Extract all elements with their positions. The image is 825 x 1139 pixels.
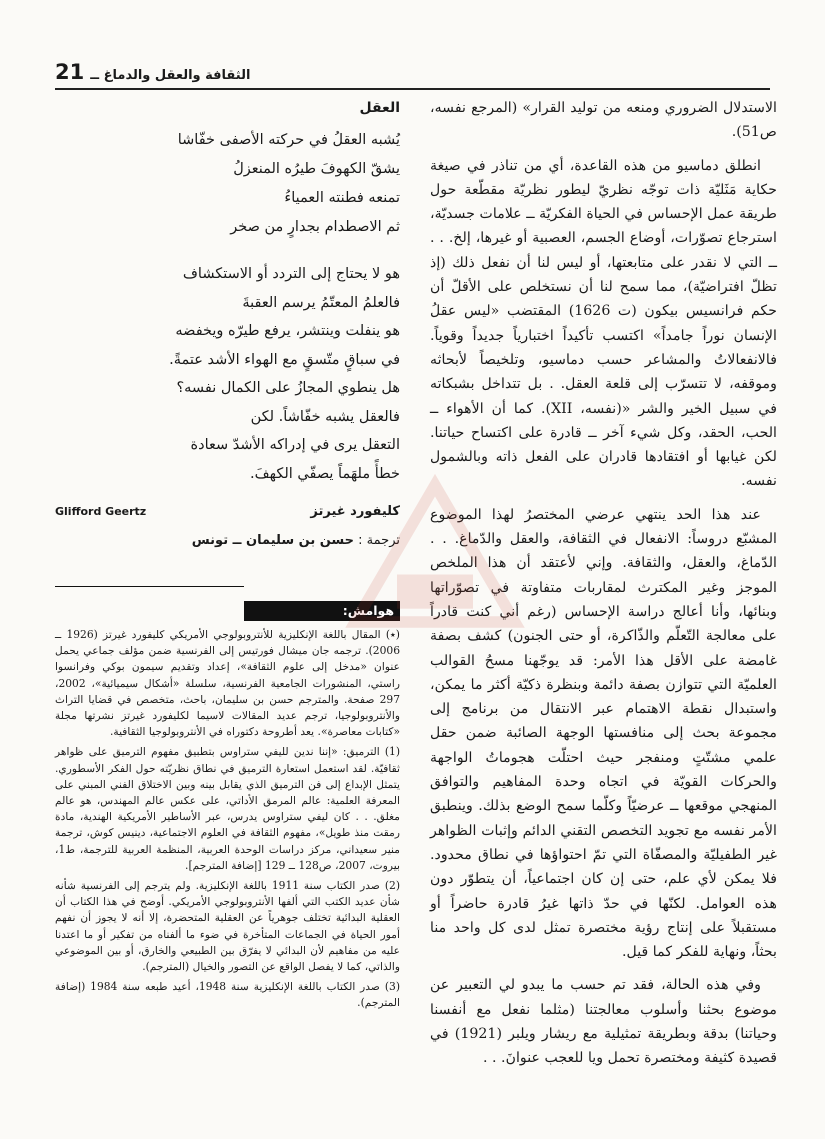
author-arabic: كليفورد غيرتز xyxy=(310,504,400,520)
footnote: (1) الترميق: «إننا ندين لليفي ستراوس بتطبيق مفهوم الترميق على ظواهر ثقافيّة. لقد استعمل استعارة الترميق في نطاق نظريّته حول الفكر الأسطوري. يتمثل الإبداع إلى فن الترميق الذي يقابل بينه وبين الاختلاق الفني المبني على المعرفة العلمية: عالم المرمق الأداتي، على عكس عالم المهندس، هو عالم مغلق. . . كان ليفي ستراوس يدرس، عبر الأساطير الأمريكية الهندية، مادة رمقت منذ طويل»، مفهوم الثقافة في العلوم الاجتماعية، دينيس كوش، ترجمة منير سعيداني، مركز دراسات الوحدة العربية، المنظمة العربية للترجمة، ط1، بيروت، 2007، ص128 ــ 129 [إضافة المترجم]. xyxy=(55,745,400,872)
poem-line: التعقل يرى في إدراكه الأشدّ سعادة xyxy=(190,437,400,454)
page-number: 21 xyxy=(55,60,85,84)
footnote: (2) صدر الكتاب سنة 1911 باللغة الإنكليزية. ولم يترجم إلى الفرنسية شأنه شأن عديد الكتب التي ألفها الأنتروبولوجي الأمريكي. أوضح في هذا الكتاب أن العقلية البدائية تختلف جوهرياً عن العقلية المتحضرة، إلا أنه لا يجوز أن نفهم أمور الحياة في الجماعات المتأخرة في ضوء ما ألفناه من تفكير أو ما اعتدنا عليه من مفاهيم لأن البدائي لا يفرّق بين الطبيعي والخارق، أو بين الموضوعي والذاتي، كما لا يفصل الواقع عن التصور والخيال (المترجم). xyxy=(55,878,400,973)
footnotes xyxy=(55,627,400,1012)
poem-line: تمنعه فطنته العمياءُ xyxy=(284,190,400,207)
header-left xyxy=(55,60,250,88)
author-signature xyxy=(55,500,400,524)
footnote: (3) صدر الكتاب باللغة الإنكليزية سنة 1948، أعيد طبعه سنة 1984 (إضافة المترجم). xyxy=(55,980,400,1010)
poem-line: يشقّ الكهوفَ طيرُه المنعزلُ xyxy=(233,161,400,178)
poem-line: ثم الاصطدام بجدارٍ من صخر xyxy=(230,219,400,236)
right-column xyxy=(430,96,777,1071)
translator-name: حسن بن سليمان ــ تونس xyxy=(191,532,355,548)
notes-rule xyxy=(55,586,244,587)
translator-prefix: ترجمة : xyxy=(358,532,400,548)
poem-stanza-1 xyxy=(55,126,400,242)
poem-line: فالعلمُ المعتّمُ يرسم العقبةَ xyxy=(242,294,400,311)
running-header xyxy=(55,60,770,90)
notes-heading: هوامش: xyxy=(244,601,400,621)
poem-line: في سباقٍ متّسقٍ مع الهواء الأشد عتمةً. xyxy=(169,351,400,368)
paragraph-gap xyxy=(430,964,777,973)
translator-line xyxy=(55,529,400,553)
left-column xyxy=(55,96,400,1016)
notes-header-row xyxy=(55,553,400,621)
poem-line: يُشبه العقلُ في حركته الأصفى خفّاشا xyxy=(177,132,400,149)
paragraph-gap xyxy=(430,145,777,154)
body-paragraph: انطلق دماسيو من هذه القاعدة، أي من تناذر في صيغة حكاية مَثَليّة ذات توجّه نظريّ ليطور نظريّة مقطّعة حول طريقة عمل الإحساس في الحياة الفكريّة ــ علامات جسديّة، استرجاع تصوّرات، أوضاع الجسم، العصبية أو غيرها، إلخ. . . ــ التي لا نقدر على متابعتها، أو ليس لنا أن نفعل ذلك (إذ تظلّ افتراضيّة)، مما سمح لنا أن نستخلص على الأقلّ أن حكم فرانسيس بيكون (ت 1626) المقتضب «ليس عقلُ الإنسان نوراً جامداً» اكتسب تأكيداً اختبارياً جديداً وقوياً. فالانفعالاتُ والمشاعر حسب دماسيو، وتلخيصاً لأبحاثه وموقفه، لا تتسرّب إلى قلعة العقل. . بل تتداخل بشبكاته في سبيل الخير والشر «(نفسه، XII). كما أن الأهواء ــ الحب، الحقد، وكل شيء آخر ــ قادرة على اكتساح حياتنا. لكن غيابها أو افتقادها قادران على الفعل ذاته وبالشمول نفسه. xyxy=(430,157,777,490)
body-paragraph: عند هذا الحد ينتهي عرضي المختصرُ لهذا الموضوع المشبّع دروساً: الانفعال في الثقافة، والعقل والدّماغ. . . الدّماغ، والعقل، والثقافة. وإني لأعتقد أن هذا الملخص الموجز وغير المكترث لمقاربات متفاوتة في تصوّراتها وبنائها، وأنا أعالج دراسة الإحساس (رغم أني كنت قادراً على معالجة التّعلّم والذّاكرة، أو حتى الجنون) كشف بصفة غامضة على الأقل هذا الأمر: قد يوجّهنا مسحُ القوالب العلميّة التي تتوازن بصفة دائمة وبنظرة ذكيّة أكثر ما يمكن، واستبدال نقطة الاهتمام عبر الانتقال من برنامج إلى مجموعة بحث إلى منافستها الوجهة الصائبة ضمن حقل علمي مشتّتٍ ومنفجر حيث احتلّت هجوماتُ الواجهة والحركات القويّة في اتجاه وحدة المفاهيم والتوافق المنهجي موقعها ــ عرضيّاً وكلّما سمح الوضع بذلك. وينطبق الأمر نفسه مع تجويد التخصص التقني الدائم وإثبات الظواهر غير الطفيليّة والمصفّاة التي تمّ احتواؤها في نطاق محدود. فلا يمكن لأي علم، حتى إن كان اجتماعياً، أن يتطوّر دون هذه العوامل. لكنّها في حدّ ذاتها غيرُ قادرة حاضراً أو مستقبلاً على إنتاج رؤية مختصرة تمثل لدى كل واحد منا بحثاً، ونهاية للفكر كما قيل. xyxy=(430,506,777,961)
poem-stanza-2 xyxy=(55,260,400,488)
paragraph-gap xyxy=(430,494,777,503)
stanza-spacer xyxy=(55,242,400,260)
poem-title: العقل xyxy=(359,100,400,116)
running-title: الثقافة والعقل والدماغ ــ xyxy=(90,68,251,83)
footnote: (٭) المقال باللغة الإنكليزية للأنتروبولوجي الأمريكي كليفورد غيرتز (1926 ــ 2006). ترجمه جان ميشال فورتيس إلى الفرنسية ضمن مؤلف جماعي يحمل عنوان «مدخل إلى علوم الثقافة»، إعداد وتقديم سيمون بوكي وفرانسوا راستي، المنشورات الجامعية الفرنسية، سلسلة «أشكال سيميائية»، 2002، 297 صفحة. والمترجم حسن بن سليمان، باحث، متخصص في قضايا التراث والأنتروبولوجيا، ترجم عديد المقالات لاسيما لكليفورد غيرتز نشرتها مجلة «كتابات معاصرة». يعد أطروحة دكتوراه في الأنتروبولوجيا الثقافية. xyxy=(55,627,400,739)
poem-line: هو لا يحتاج إلى التردد أو الاستكشاف xyxy=(182,266,400,283)
poem-line: هل ينطوي المجازُ على الكمال نفسه؟ xyxy=(176,380,400,397)
author-english: Glifford Geertz xyxy=(55,505,147,519)
poem-line: فالعقل يشبه خفّاشاً. لكن xyxy=(250,408,400,425)
body-paragraph: وفي هذه الحالة، فقد تم حسب ما يبدو لي التعبير عن موضوع بحثنا وأسلوب معالجتنا (مثلما نفعل مع أنفسنا وحياتنا) بدقة وبطريقة تمثيلية مع ريشار ويلبر (1921) في قصيدة كثيفة ومختصرة تحمل ويا للعجب عنوانَ. . . xyxy=(430,977,777,1067)
body-paragraph: الاستدلال الضروري ومنعه من توليد القرار» (المرجع نفسه، ص51). xyxy=(430,100,777,141)
poem-line: خطأً ملهَماً يصفّي الكهفَ. xyxy=(250,465,400,482)
poem-line: هو ينفلت وينتشر، يرفع طيرّه ويخفضه xyxy=(175,323,400,340)
